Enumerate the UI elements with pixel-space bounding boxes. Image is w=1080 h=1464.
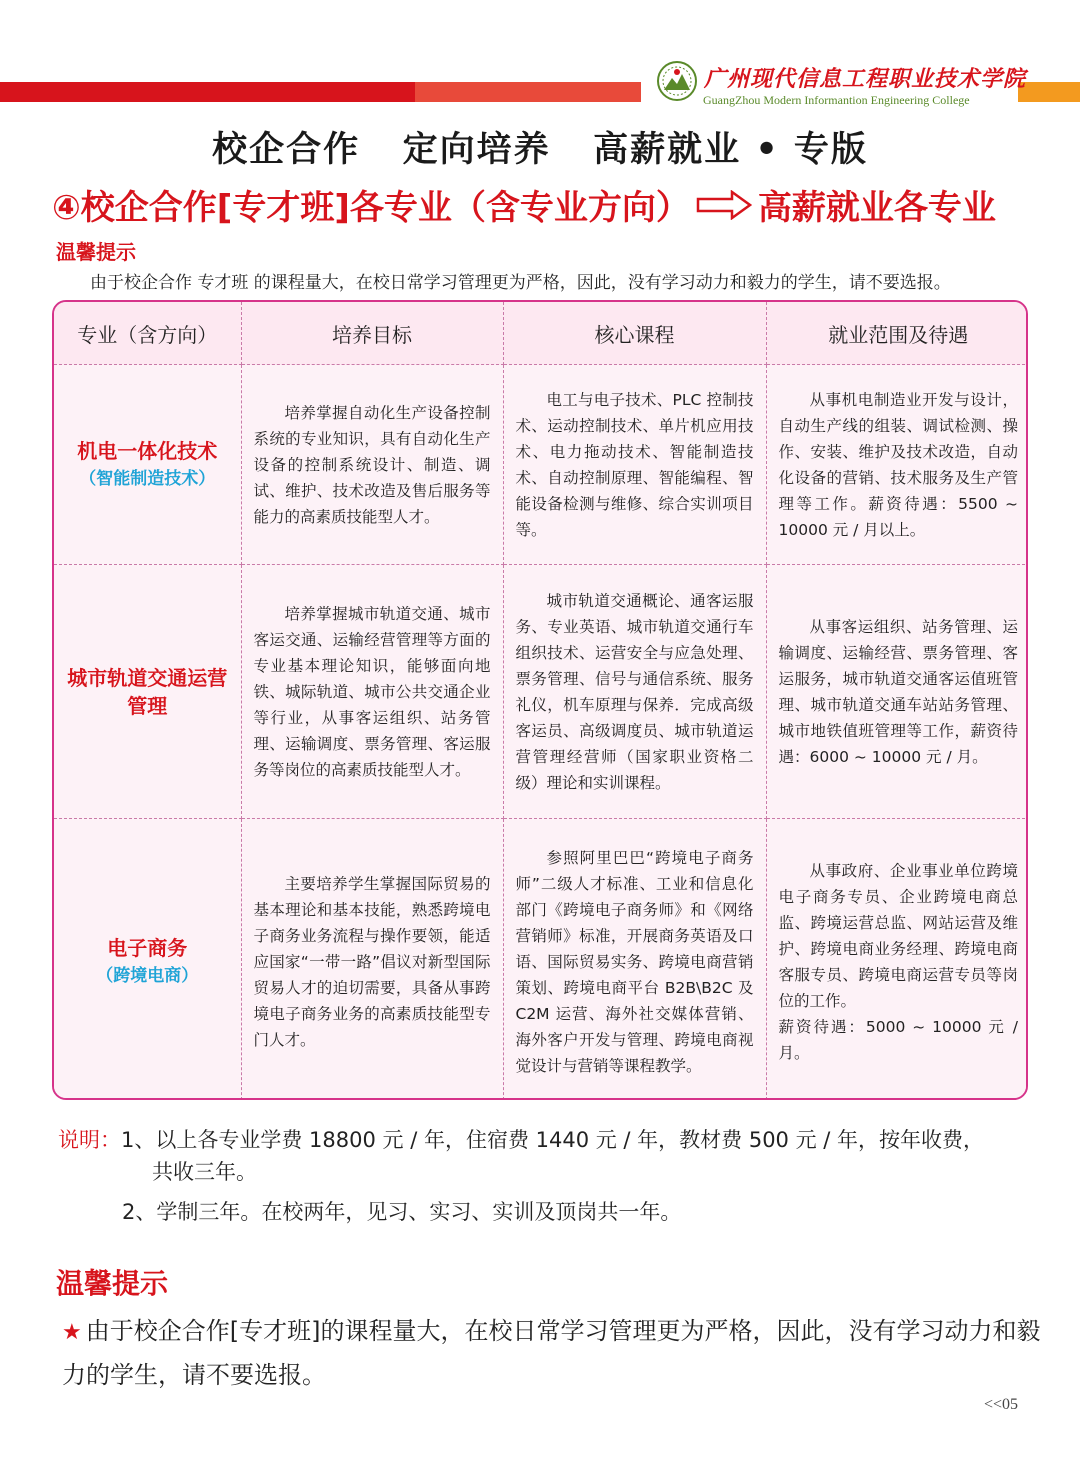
goal-cell [241, 365, 503, 565]
table-header-cell: 专业（含方向） [54, 302, 241, 365]
tip-heading-big: 温馨提示 [56, 1267, 169, 1300]
courses-text: 参照阿里巴巴“跨境电子商务师”二级人才标准、工业和信息化部门《跨境电子商务师》和《网络营销师》标准，开展商务英语及口语、国际贸易实务、跨境电商营销策划、跨境电商平台 B2B\B2C 及 C2M 运营、海外社交媒体营销、海外客户开发与管理、跨境电商视觉设计与营销等课程教学。 [515, 848, 754, 1075]
note-1-text: 1、以上各专业学费 18800 元 / 年，住宿费 1440 元 / 年，教材费 500 元 / 年，按年收费， [121, 1128, 985, 1152]
table-header-cell: 核心课程 [503, 302, 766, 365]
major-cell [54, 365, 241, 565]
courses-text: 城市轨道交通概论、通客运服务、专业英语、城市轨道交通行车组织技术、运营安全与应急处理、票务管理、信号与通信系统、服务礼仪，机车原理与保养．完成高级客运员、高级调度员、城市轨道运营管理经营师（国家职业资格二级）理论和实训课程。 [515, 591, 754, 792]
tip-text-big [62, 1310, 1042, 1396]
subtitle-left: ④校企合作[专才班]各专业（含专业方向） [52, 188, 690, 228]
major-name: 电子商务 [107, 935, 188, 960]
table-row [54, 819, 1028, 1101]
table-row [54, 565, 1028, 819]
tip-big-text: 由于校企合作[专才班]的课程量大，在校日常学习管理更为严格，因此，没有学习动力和毅力的学生，请不要选报。 [62, 1317, 1041, 1389]
goal-text: 培养掌握自动化生产设备控制系统的专业知识，具有自动化生产设备的控制系统设计、制造、调试、维护、技术改造及售后服务等能力的高素质技能型人才。 [253, 403, 491, 526]
courses-cell [503, 819, 766, 1101]
page-title: 校企合作 定向培养 高薪就业 • 专版 [212, 130, 868, 170]
goal-text: 主要培养学生掌握国际贸易的基本理论和基本技能，熟悉跨境电子商务业务流程与操作要领，能适应国家“一带一路”倡议对新型国际贸易人才的迫切需要，具备从事跨境电子商务业务的高素质技能型专门人才。 [253, 874, 491, 1049]
tip-heading-small: 温馨提示 [56, 240, 136, 264]
subtitle-right: 高薪就业各专业 [757, 188, 996, 228]
employment-cell [766, 565, 1028, 819]
college-name-cn: 广州现代信息工程职业技术学院 [704, 67, 1027, 92]
courses-cell [503, 565, 766, 819]
courses-cell [503, 365, 766, 565]
table-row [54, 365, 1028, 565]
employment-cell [766, 819, 1028, 1101]
table-header-cell: 培养目标 [241, 302, 503, 365]
goal-cell [241, 565, 503, 819]
note-1-continuation: 共收三年。 [152, 1160, 257, 1184]
major-name: 机电一体化技术 [77, 438, 218, 463]
goal-cell [241, 819, 503, 1101]
page-number: <<05 [984, 1396, 1019, 1413]
major-cell [54, 565, 241, 819]
college-emblem-icon [656, 60, 698, 102]
tip-text-small: 由于校企合作 专才班 的课程量大，在校日常学习管理更为严格，因此，没有学习动力和毅力的学生，请不要选报。 [90, 273, 951, 293]
employment-cell [766, 365, 1028, 565]
hollow-right-arrow-icon [696, 190, 752, 220]
college-name-en: GuangZhou Modern Informantion Engineering College [703, 93, 970, 107]
courses-text: 电工与电子技术、PLC 控制技术、运动控制技术、单片机应用技术、电力拖动技术、智能制造技术、自动控制原理、智能编程、智能设备检测与维修、综合实训项目等。 [515, 390, 754, 539]
majors-table [52, 300, 1028, 1100]
header-stripe-red-light [415, 82, 641, 102]
employment-salary: 薪资待遇：5000 ~ 10000 元 / 月。 [778, 1017, 1018, 1062]
note-2: 2、学制三年。在校两年，见习、实习、实训及顶岗共一年。 [122, 1200, 682, 1224]
employment-text: 从事政府、企业事业单位跨境电子商务专员、企业跨境电商总监、跨境运营总监、网站运营及维护、跨境电商业务经理、跨境电商客服专员、跨境电商运营专员等岗位的工作。 [778, 861, 1018, 1010]
major-direction: （智能制造技术） [79, 468, 216, 489]
note-1 [58, 1124, 1038, 1188]
employment-text: 从事客运组织、站务管理、运输调度、运输经营、票务管理、客运服务，城市轨道交通客运值班管理、城市轨道交通车站站务管理、城市地铁值班管理等工作，薪资待遇：6000 ~ 10000 元 / 月。 [778, 617, 1018, 766]
major-cell [54, 819, 241, 1101]
employment-text: 从事机电制造业开发与设计，自动生产线的组装、调试检测、操作、安装、维护及技术改造，自动化设备的营销、技术服务及生产管理等工作。薪资待遇：5500 ~ 10000 元 / 月以上。 [778, 390, 1018, 539]
page-subtitle [52, 180, 996, 229]
major-name: 城市轨道交通运营管理 [67, 665, 228, 718]
major-direction: （跨境电商） [96, 965, 199, 986]
red-star-icon: ★ [62, 1320, 82, 1345]
table-header-row [54, 302, 1028, 365]
table-header-cell: 就业范围及待遇 [766, 302, 1028, 365]
header-stripe-red [0, 82, 415, 102]
note-label: 说明： [58, 1128, 121, 1152]
header-stripe-orange [1018, 82, 1080, 102]
goal-text: 培养掌握城市轨道交通、城市客运交通、运输经营管理等方面的专业基本理论知识，能够面向地铁、城际轨道、城市公共交通企业等行业，从事客运组织、站务管理、运输调度、票务管理、客运服务等岗位的高素质技能型人才。 [253, 604, 491, 779]
